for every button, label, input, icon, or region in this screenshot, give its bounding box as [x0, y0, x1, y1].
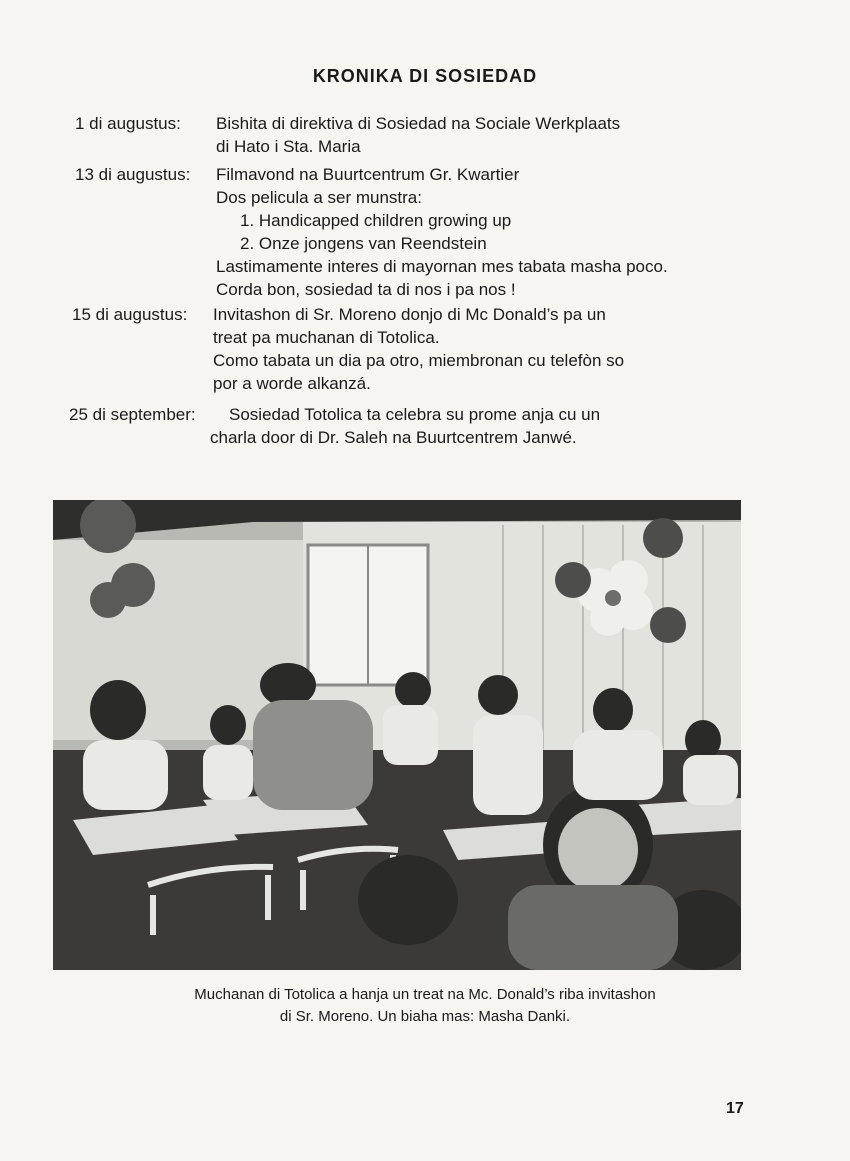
- caption-line-1: Muchanan di Totolica a hanja un treat na Mc. Donald’s riba invitashon: [194, 986, 656, 1003]
- entry-date: 13 di augustus:: [75, 165, 191, 184]
- chronicle-entry-4: [69, 403, 789, 451]
- entry-line: Filmavond na Buurtcentrum Gr. Kwartier: [216, 165, 520, 184]
- entry-line: Corda bon, sosiedad ta di nos i pa nos !: [216, 280, 516, 299]
- entry-date: 25 di september:: [69, 405, 196, 424]
- page-number: 17: [726, 1100, 744, 1117]
- entry-line: charla door di Dr. Saleh na Buurtcentrem Janwé.: [210, 428, 577, 447]
- entry-text: [216, 163, 668, 301]
- entry-line: Lastimamente interes di mayornan mes tabata masha poco.: [216, 257, 668, 276]
- entry-line: Invitashon di Sr. Moreno donjo di Mc Donald’s pa un: [213, 305, 606, 324]
- chronicle-entry-1: [75, 112, 795, 160]
- entry-line: di Hato i Sta. Maria: [216, 137, 361, 156]
- entry-line: por a worde alkanzá.: [213, 374, 371, 393]
- restaurant-photo: [53, 500, 741, 970]
- chronicle-entry-3: [72, 303, 792, 398]
- entry-date: 1 di augustus:: [75, 114, 181, 133]
- chronicle-entry-2: [75, 163, 795, 303]
- entry-text: [216, 112, 620, 158]
- photo-caption: [0, 984, 850, 1028]
- film-list-item: 2. Onze jongens van Reendstein: [240, 234, 487, 253]
- film-list-item: 1. Handicapped children growing up: [240, 211, 512, 230]
- entry-text: [210, 403, 600, 449]
- entry-line: Bishita di direktiva di Sosiedad na Sociale Werkplaats: [216, 114, 621, 133]
- page-title: KRONIKA DI SOSIEDAD: [312, 66, 538, 86]
- entry-text: [213, 303, 624, 395]
- caption-line-2: di Sr. Moreno. Un biaha mas: Masha Danki.: [279, 1008, 571, 1025]
- entry-line: Como tabata un dia pa otro, miembronan cu telefòn so: [213, 351, 625, 370]
- entry-line: Dos pelicula a ser munstra:: [216, 188, 422, 207]
- entry-line: treat pa muchanan di Totolica.: [213, 328, 440, 347]
- entry-line: Sosiedad Totolica ta celebra su prome anja cu un: [229, 405, 601, 424]
- entry-date: 15 di augustus:: [72, 305, 188, 324]
